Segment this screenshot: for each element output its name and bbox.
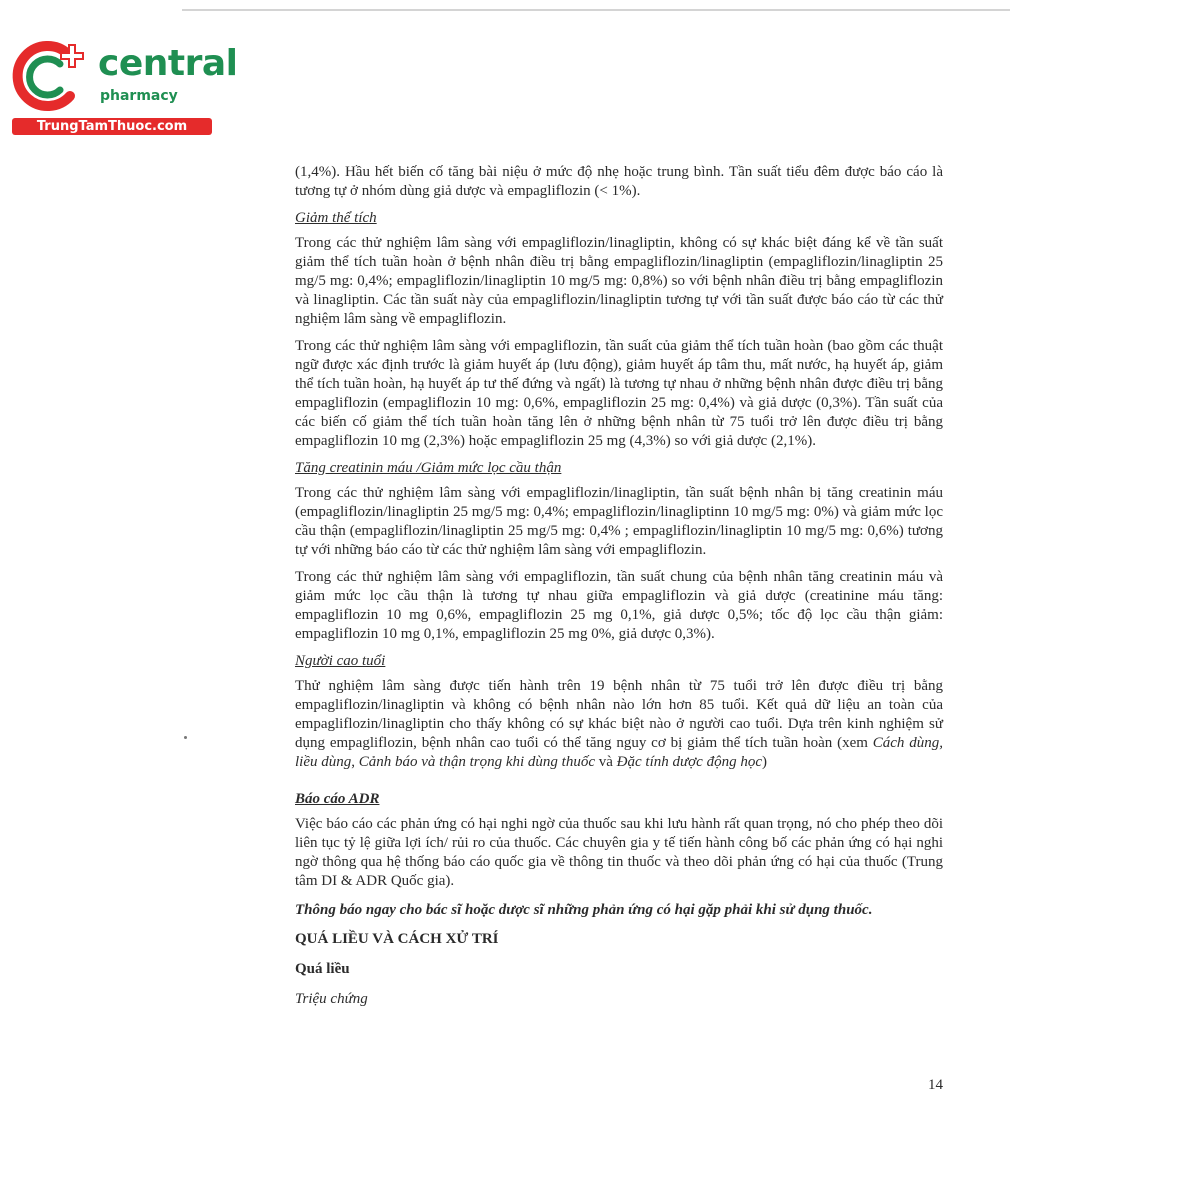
logo-url[interactable]: TrungTamThuoc.com — [12, 118, 212, 135]
pharmacy-c-cross-icon — [10, 40, 90, 112]
paragraph-text: Thử nghiệm lâm sàng được tiến hành trên 19 bệnh nhân từ 75 tuổi trở lên được điều trị bằng empagliflozin/linagliptin và không có bệnh nhân nào lớn hơn 85 tuổi. Kết quả dữ liệu an toàn của empagliflozin/linagliptin cho thấy không có sự khác biệt nào ở người cao tuổi. Dựa trên kinh nghiệm sử dụng empagliflozin, bệnh nhân cao tuổi có thể tăng nguy cơ bị giảm thể tích tuần hoàn (xem — [295, 678, 943, 751]
subheading-overdose: Quá liều — [295, 961, 350, 977]
separator: và — [595, 754, 617, 770]
top-rule — [182, 9, 1010, 11]
page-number: 14 — [928, 1077, 943, 1093]
subheading-symptoms: Triệu chứng — [295, 991, 368, 1007]
central-pharmacy-logo[interactable] — [10, 38, 238, 138]
paragraph: Trong các thử nghiệm lâm sàng với empagliflozin/linagliptin, không có sự khác biệt đáng kể về tần suất giảm thể tích tuần hoàn ở bệnh nhân điều trị bằng empagliflozin/linagliptin (empagliflozin/linagliptin 25 mg/5 mg: 0,4%; empagliflozin/linagliptin 10 mg/5 mg: 0,8%) so với bệnh nhân điều trị bằng empagliflozin và linagliptin. Các tần suất này của empagliflozin/linagliptin tương tự với tần suất được báo cáo từ các thử nghiệm lâm sàng về empagliflozin. — [295, 235, 943, 327]
paragraph: (1,4%). Hầu hết biến cố tăng bài niệu ở mức độ nhẹ hoặc trung bình. Tần suất tiểu đêm được báo cáo là tương tự ở nhóm dùng giả dược và empagliflozin (< 1%). — [295, 164, 943, 199]
subheading-elderly: Người cao tuổi — [295, 653, 386, 669]
paragraph: Việc báo cáo các phản ứng có hại nghi ngờ của thuốc sau khi lưu hành rất quan trọng, nó cho phép theo dõi liên tục tỷ lệ giữa lợi ích/ rủi ro của thuốc. Các chuyên gia y tế tiến hành công bố các phản ứng có hại nghi ngờ thông qua hệ thống báo cáo quốc gia về thông tin thuốc và theo dõi phản ứng có hại của thuốc (Trung tâm DI & ADR Quốc gia). — [295, 816, 943, 889]
document-body — [295, 163, 943, 1009]
paragraph: Trong các thử nghiệm lâm sàng với empagliflozin, tần suất chung của bệnh nhân tăng creatinin máu và giảm mức lọc cầu thận là tương tự nhau giữa empagliflozin và giả dược (creatinine máu tăng: empagliflozin 10 mg 0,6%, empagliflozin 25 mg 0,1%, giả dược 0,5%; tốc độ lọc cầu thận giảm: empagliflozin 10 mg 0,1%, empagliflozin 25 mg 0%, giả dược 0,3%). — [295, 569, 943, 642]
separator: , — [351, 754, 359, 770]
reference-dosage: Cách dùng, liều dùng — [295, 735, 943, 770]
subheading-volume-depletion: Giảm thể tích — [295, 210, 377, 226]
notice-text: Thông báo ngay cho bác sĩ hoặc dược sĩ những phản ứng có hại gặp phải khi sử dụng thuốc. — [295, 902, 873, 918]
subheading-creatinine: Tăng creatinin máu /Giảm mức lọc cầu thận — [295, 460, 562, 476]
logo-sub: pharmacy — [100, 88, 178, 104]
paragraph: Trong các thử nghiệm lâm sàng với empagliflozin, tần suất của giảm thể tích tuần hoàn (bao gồm các thuật ngữ được xác định trước là giảm huyết áp (lưu động), giảm huyết áp tâm thu, mất nước, hạ huyết áp, giảm thể tích tuần hoàn, hạ huyết áp tư thế đứng và ngất) là tương tự nhau ở những bệnh nhân được điều trị bằng empagliflozin (empagliflozin 10 mg: 0,6%, empagliflozin 25 mg: 0,4%) và giả dược (0,3%). Tần suất của các biến cố giảm thể tích tuần hoàn tăng lên ở những bệnh nhân từ 75 tuổi trở lên được điều trị bằng empagliflozin 10 mg (2,3%) hoặc empagliflozin 25 mg (4,3%) so với giả dược (2,1%). — [295, 338, 943, 449]
subheading-adr-report: Báo cáo ADR — [295, 791, 380, 807]
logo-brand: central — [98, 43, 238, 84]
reference-warnings: Cảnh báo và thận trọng khi dùng thuốc — [358, 754, 595, 770]
paragraph-text: ) — [762, 754, 767, 770]
section-heading-overdose: QUÁ LIỀU VÀ CÁCH XỬ TRÍ — [295, 931, 499, 947]
paragraph: Trong các thử nghiệm lâm sàng với empagliflozin/linagliptin, tần suất bệnh nhân bị tăng creatinin máu (empagliflozin/linagliptin 25 mg/5 mg: 0,4%; empagliflozin/linagliptinn 10 mg/5 mg: 0%) và giảm mức lọc cầu thận (empagliflozin/linagliptin 25 mg/5 mg: 0,4% ; empagliflozin/linagliptin 10 mg/5 mg: 0,6%) tương tự với những báo cáo từ các thử nghiệm lâm sàng với empagliflozin. — [295, 485, 943, 558]
reference-pharmacokinetics: Đặc tính dược động học — [616, 754, 762, 770]
paragraph-elderly — [295, 677, 943, 772]
scan-dot — [184, 736, 187, 739]
